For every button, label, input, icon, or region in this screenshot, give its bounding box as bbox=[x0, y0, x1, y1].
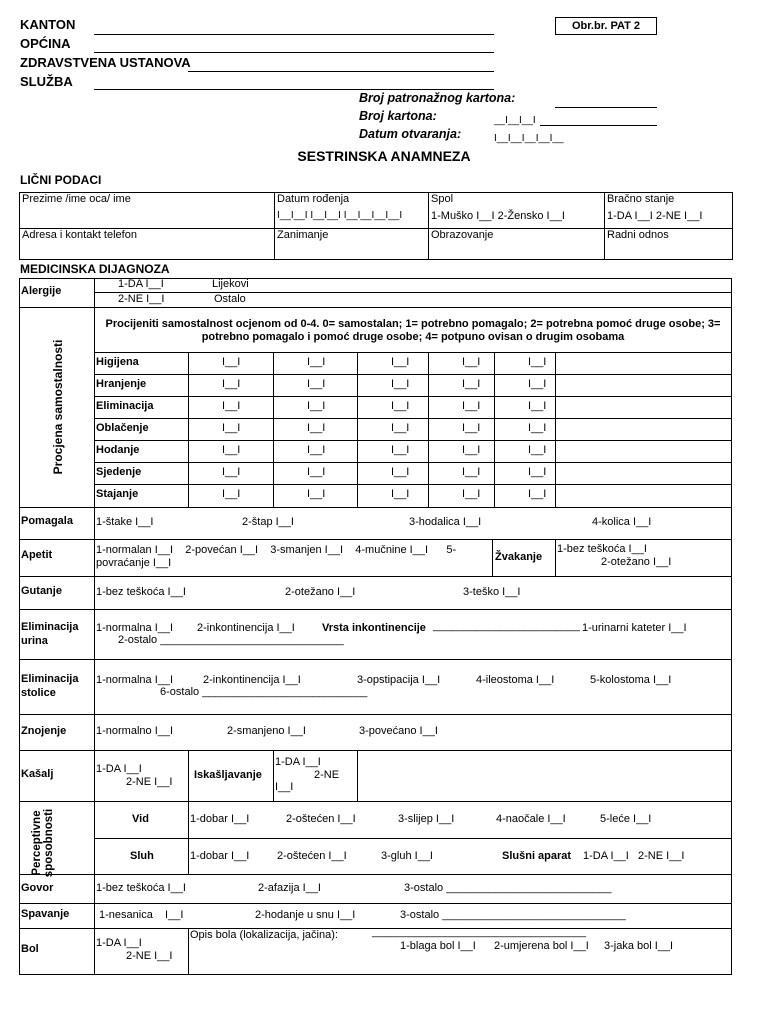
govor-bez-teskoca[interactable]: 1-bez teškoća I__I bbox=[96, 882, 186, 894]
sluh-label: Sluh bbox=[130, 850, 154, 862]
bol-blaga[interactable]: 1-blaga bol I__I bbox=[400, 940, 476, 952]
samostalnost-score-box[interactable]: I__I bbox=[462, 422, 481, 434]
iskasljavanje-label: Iskašljavanje bbox=[194, 769, 262, 781]
alergije-ne[interactable]: 2-NE I__I bbox=[118, 293, 165, 305]
form-number-box: Obr.br. PAT 2 bbox=[555, 17, 657, 35]
znojenje-povecano[interactable]: 3-povećano I__I bbox=[359, 725, 438, 737]
samostalnost-score-box[interactable]: I__I bbox=[462, 444, 481, 456]
samostalnost-row-label: Stajanje bbox=[96, 488, 139, 500]
opcina-label: OPĆINA bbox=[20, 36, 71, 51]
sluh-gluh[interactable]: 3-gluh I__I bbox=[381, 850, 433, 862]
urin-inkontinencija[interactable]: 2-inkontinencija I__I bbox=[197, 622, 295, 634]
kanton-label: KANTON bbox=[20, 17, 76, 32]
samostalnost-score-box[interactable]: I__I bbox=[222, 488, 241, 500]
kanton-field[interactable] bbox=[94, 34, 494, 35]
samostalnost-score-box[interactable]: I__I bbox=[307, 356, 326, 368]
opcina-field[interactable] bbox=[94, 52, 494, 53]
bracno-label: Bračno stanje bbox=[607, 193, 675, 205]
bol-umjerena[interactable]: 2-umjerena bol I__I bbox=[494, 940, 589, 952]
slusni-aparat-label: Slušni aparat bbox=[502, 850, 572, 862]
samostalnost-score-box[interactable]: I__I bbox=[528, 400, 547, 412]
radni-odnos-label: Radni odnos bbox=[607, 229, 669, 241]
ustanova-field[interactable] bbox=[188, 71, 494, 72]
bol-jaka[interactable]: 3-jaka bol I__I bbox=[604, 940, 674, 952]
apetit-povracanje[interactable]: povraćanje I__I bbox=[96, 557, 172, 569]
samostalnost-row-label: Hranjenje bbox=[96, 378, 147, 390]
samostalnost-score-box[interactable]: I__I bbox=[462, 356, 481, 368]
prezime-cell[interactable] bbox=[20, 193, 275, 229]
samostalnost-score-box[interactable]: I__I bbox=[528, 378, 547, 390]
alergije-lijekovi[interactable]: Lijekovi bbox=[212, 278, 249, 290]
samostalnost-score-box[interactable]: I__I bbox=[307, 444, 326, 456]
samostalnost-row-label: Oblačenje bbox=[96, 422, 149, 434]
samostalnost-score-box[interactable]: I__I bbox=[222, 356, 241, 368]
bracno-options[interactable]: 1-DA I__I 2-NE I__I bbox=[607, 210, 703, 222]
perceptivne-line1: Perceptivne bbox=[31, 810, 43, 876]
vrsta-inkontinencije-field[interactable]: ________________________ bbox=[433, 620, 580, 632]
zanimanje-cell[interactable] bbox=[275, 229, 429, 260]
zvakanje-otezano[interactable]: 2-otežano I__I bbox=[601, 556, 672, 568]
samostalnost-score-box[interactable]: I__I bbox=[391, 378, 410, 390]
vid-lece[interactable]: 5-leće I__I bbox=[600, 813, 652, 825]
broj-patronaznog-label: Broj patronažnog kartona: bbox=[359, 91, 516, 105]
urin-label-line1: Eliminacija bbox=[21, 621, 79, 633]
licni-podaci-table bbox=[19, 192, 733, 260]
urin-label-line2: urina bbox=[21, 635, 48, 647]
ustanova-label: ZDRAVSTVENA USTANOVA bbox=[20, 55, 191, 70]
govor-label: Govor bbox=[21, 882, 54, 894]
adresa-label: Adresa i kontakt telefon bbox=[22, 229, 137, 241]
kasalj-da[interactable]: 1-DA I__I bbox=[96, 763, 142, 775]
stolica-opstipacija[interactable]: 3-opstipacija I__I bbox=[357, 674, 441, 686]
sluzba-label: SLUŽBA bbox=[20, 74, 73, 89]
datum-rodjenja-boxes[interactable]: I__I__I I__I__I I__I__I__I__I bbox=[277, 210, 403, 221]
gutanje-tesko[interactable]: 3-teško I__I bbox=[463, 586, 521, 598]
samostalnost-score-box[interactable]: I__I bbox=[307, 422, 326, 434]
vid-ostecen[interactable]: 2-oštećen I__I bbox=[286, 813, 356, 825]
samostalnost-row-label: Hodanje bbox=[96, 444, 140, 456]
stolica-ileostoma[interactable]: 4-ileostoma I__I bbox=[476, 674, 555, 686]
datum-otvaranja-label: Datum otvaranja: bbox=[359, 127, 462, 141]
samostalnost-score-box[interactable]: I__I bbox=[222, 400, 241, 412]
spavanje-ostalo[interactable]: 3-ostalo ______________________________ bbox=[400, 909, 626, 921]
samostalnost-score-box[interactable]: I__I bbox=[307, 466, 326, 478]
samostalnost-score-box[interactable]: I__I bbox=[528, 488, 547, 500]
spavanje-label: Spavanje bbox=[21, 908, 70, 920]
pomagala-label: Pomagala bbox=[21, 515, 73, 527]
samostalnost-score-box[interactable]: I__I bbox=[528, 356, 547, 368]
bol-da[interactable]: 1-DA I__I bbox=[96, 937, 142, 949]
obrazovanje-cell[interactable] bbox=[429, 229, 605, 260]
samostalnost-row-label: Sjedenje bbox=[96, 466, 142, 478]
zvakanje-bez-teskoca[interactable]: 1-bez teškoća I__I bbox=[557, 543, 647, 555]
broj-patronaznog-field[interactable] bbox=[555, 107, 657, 108]
samostalnost-score-box[interactable]: I__I bbox=[222, 378, 241, 390]
kasalj-label: Kašalj bbox=[21, 768, 54, 780]
samostalnost-score-box[interactable]: I__I bbox=[222, 466, 241, 478]
samostalnost-score-box[interactable]: I__I bbox=[391, 466, 410, 478]
datum-otvaranja-boxes[interactable]: I__I__I__I__I__ bbox=[494, 133, 564, 144]
slusni-aparat-options[interactable]: 1-DA I__I 2-NE I__I bbox=[583, 850, 685, 862]
stolica-label-line2: stolice bbox=[21, 687, 56, 699]
spol-cell[interactable] bbox=[429, 193, 605, 229]
page-title: SESTRINSKA ANAMNEZA bbox=[297, 148, 471, 164]
samostalnost-score-box[interactable]: I__I bbox=[391, 488, 410, 500]
iskasljavanje-ne[interactable]: 2-NE bbox=[314, 769, 340, 781]
broj-kartona-label: Broj kartona: bbox=[359, 109, 437, 123]
samostalnost-score-box[interactable]: I__I bbox=[222, 444, 241, 456]
gutanje-label: Gutanje bbox=[21, 585, 62, 597]
broj-kartona-boxes[interactable]: __I__I__I bbox=[494, 115, 536, 126]
samostalnost-score-box[interactable]: I__I bbox=[462, 400, 481, 412]
stolica-normalna[interactable]: 1-normalna I__I bbox=[96, 674, 174, 686]
stolica-kolostoma[interactable]: 5-kolostoma I__I bbox=[590, 674, 672, 686]
pomagala-kolica[interactable]: 4-kolica I__I bbox=[592, 516, 652, 528]
znojenje-normalno[interactable]: 1-normalno I__I bbox=[96, 725, 174, 737]
spavanje-nesanica[interactable]: 1-nesanica I__I bbox=[99, 909, 184, 921]
samostalnost-score-box[interactable]: I__I bbox=[222, 422, 241, 434]
iskasljavanje-ne-box[interactable]: I__I bbox=[275, 781, 294, 793]
samostalnost-score-box[interactable]: I__I bbox=[391, 422, 410, 434]
sluh-ostecen[interactable]: 2-oštećen I__I bbox=[277, 850, 347, 862]
datum-rodjenja-label: Datum rođenja bbox=[277, 193, 350, 205]
govor-afazija[interactable]: 2-afazija I__I bbox=[258, 882, 321, 894]
kasalj-ne[interactable]: 2-NE I__I bbox=[126, 776, 173, 788]
samostalnost-score-box[interactable]: I__I bbox=[462, 378, 481, 390]
bol-opis-field[interactable]: ___________________________________ bbox=[372, 926, 587, 938]
samostalnost-score-box[interactable]: I__I bbox=[307, 378, 326, 390]
perceptivne-vertical-label bbox=[31, 808, 55, 878]
spol-label: Spol bbox=[431, 193, 454, 205]
gutanje-bez-teskoca[interactable]: 1-bez teškoća I__I bbox=[96, 586, 186, 598]
pomagala-stake[interactable]: 1-štake I__I bbox=[96, 516, 154, 528]
vid-naocale[interactable]: 4-naočale I__I bbox=[496, 813, 566, 825]
pomagala-hodalica[interactable]: 3-hodalica I__I bbox=[409, 516, 482, 528]
licni-podaci-heading: LIČNI PODACI bbox=[20, 173, 102, 187]
samostalnost-score-box[interactable]: I__I bbox=[307, 400, 326, 412]
pomagala-stap[interactable]: 2-štap I__I bbox=[242, 516, 294, 528]
adresa-cell[interactable] bbox=[20, 229, 275, 260]
spol-options[interactable]: 1-Muško I__I 2-Žensko I__I bbox=[431, 210, 565, 222]
spavanje-hodanje[interactable]: 2-hodanje u snu I__I bbox=[255, 909, 356, 921]
stolica-inkontinencija[interactable]: 2-inkontinencija I__I bbox=[203, 674, 301, 686]
samostalnost-row-label: Eliminacija bbox=[96, 400, 154, 412]
radni-odnos-cell[interactable] bbox=[605, 229, 733, 260]
urin-normalna[interactable]: 1-normalna I__I bbox=[96, 622, 174, 634]
alergije-label: Alergije bbox=[21, 285, 62, 297]
stolica-ostalo[interactable]: 6-ostalo ___________________________ bbox=[160, 686, 368, 698]
samostalnost-vertical-label: Procjena samostalnosti bbox=[51, 339, 65, 475]
vrsta-inkontinencije-label: Vrsta inkontinencije bbox=[322, 622, 426, 634]
znojenje-smanjeno[interactable]: 2-smanjeno I__I bbox=[227, 725, 306, 737]
vid-slijep[interactable]: 3-slijep I__I bbox=[398, 813, 455, 825]
alergije-ostalo[interactable]: Ostalo bbox=[214, 293, 246, 305]
samostalnost-score-box[interactable]: I__I bbox=[462, 488, 481, 500]
zvakanje-label: Žvakanje bbox=[495, 551, 543, 563]
samostalnost-score-box[interactable]: I__I bbox=[528, 444, 547, 456]
bracno-cell[interactable] bbox=[605, 193, 733, 229]
sluzba-field[interactable] bbox=[94, 89, 494, 90]
sluh-dobar[interactable]: 1-dobar I__I bbox=[190, 850, 250, 862]
bol-label: Bol bbox=[21, 943, 39, 955]
gutanje-otezano[interactable]: 2-otežano I__I bbox=[285, 586, 356, 598]
iskasljavanje-da[interactable]: 1-DA I__I bbox=[275, 756, 321, 768]
govor-ostalo[interactable]: 3-ostalo ___________________________ bbox=[404, 882, 612, 894]
obrazovanje-label: Obrazovanje bbox=[431, 229, 494, 241]
samostalnost-score-box[interactable]: I__I bbox=[528, 422, 547, 434]
stolica-label-line1: Eliminacija bbox=[21, 673, 79, 685]
urin-kateter[interactable]: 1-urinarni kateter I__I bbox=[582, 622, 687, 634]
apetit-label: Apetit bbox=[21, 549, 53, 561]
samostalnost-score-box[interactable]: I__I bbox=[391, 400, 410, 412]
datum-rodjenja-cell[interactable] bbox=[275, 193, 429, 229]
vid-label: Vid bbox=[132, 813, 149, 825]
samostalnost-row-label: Higijena bbox=[96, 356, 139, 368]
zanimanje-label: Zanimanje bbox=[277, 229, 329, 241]
samostalnost-score-box[interactable]: I__I bbox=[528, 466, 547, 478]
vid-dobar[interactable]: 1-dobar I__I bbox=[190, 813, 250, 825]
urin-ostalo[interactable]: 2-ostalo ______________________________ bbox=[118, 634, 344, 646]
broj-kartona-line bbox=[540, 125, 657, 126]
apetit-options[interactable]: 1-normalan I__I 2-povećan I__I 3-smanjen I__I 4-mučnine I__I 5- bbox=[96, 544, 457, 556]
samostalnost-score-box[interactable]: I__I bbox=[462, 466, 481, 478]
samostalnost-instruction: Procijeniti samostalnost ocjenom od 0-4. 0= samostalan; 1= potrebno pomagalo; 2= potrebna pomoć druge osobe; 3= potrebno pomagalo i pomoć druge osobe; 4= potpuno ovisan o drugim osobama bbox=[105, 318, 721, 343]
stolica-label bbox=[21, 672, 78, 700]
samostalnost-score-box[interactable]: I__I bbox=[307, 488, 326, 500]
samostalnost-score-box[interactable]: I__I bbox=[391, 356, 410, 368]
znojenje-label: Znojenje bbox=[21, 725, 67, 737]
perceptivne-line2: sposobnosti bbox=[43, 808, 55, 878]
urin-label bbox=[21, 620, 78, 648]
dijagnoza-heading: MEDICINSKA DIJAGNOZA bbox=[20, 262, 170, 276]
prezime-label: Prezime /ime oca/ ime bbox=[22, 193, 131, 205]
alergije-da[interactable]: 1-DA I__I bbox=[118, 278, 164, 290]
bol-ne[interactable]: 2-NE I__I bbox=[126, 950, 173, 962]
bol-opis-label: Opis bola (lokalizacija, jačina): bbox=[190, 929, 338, 941]
samostalnost-score-box[interactable]: I__I bbox=[391, 444, 410, 456]
